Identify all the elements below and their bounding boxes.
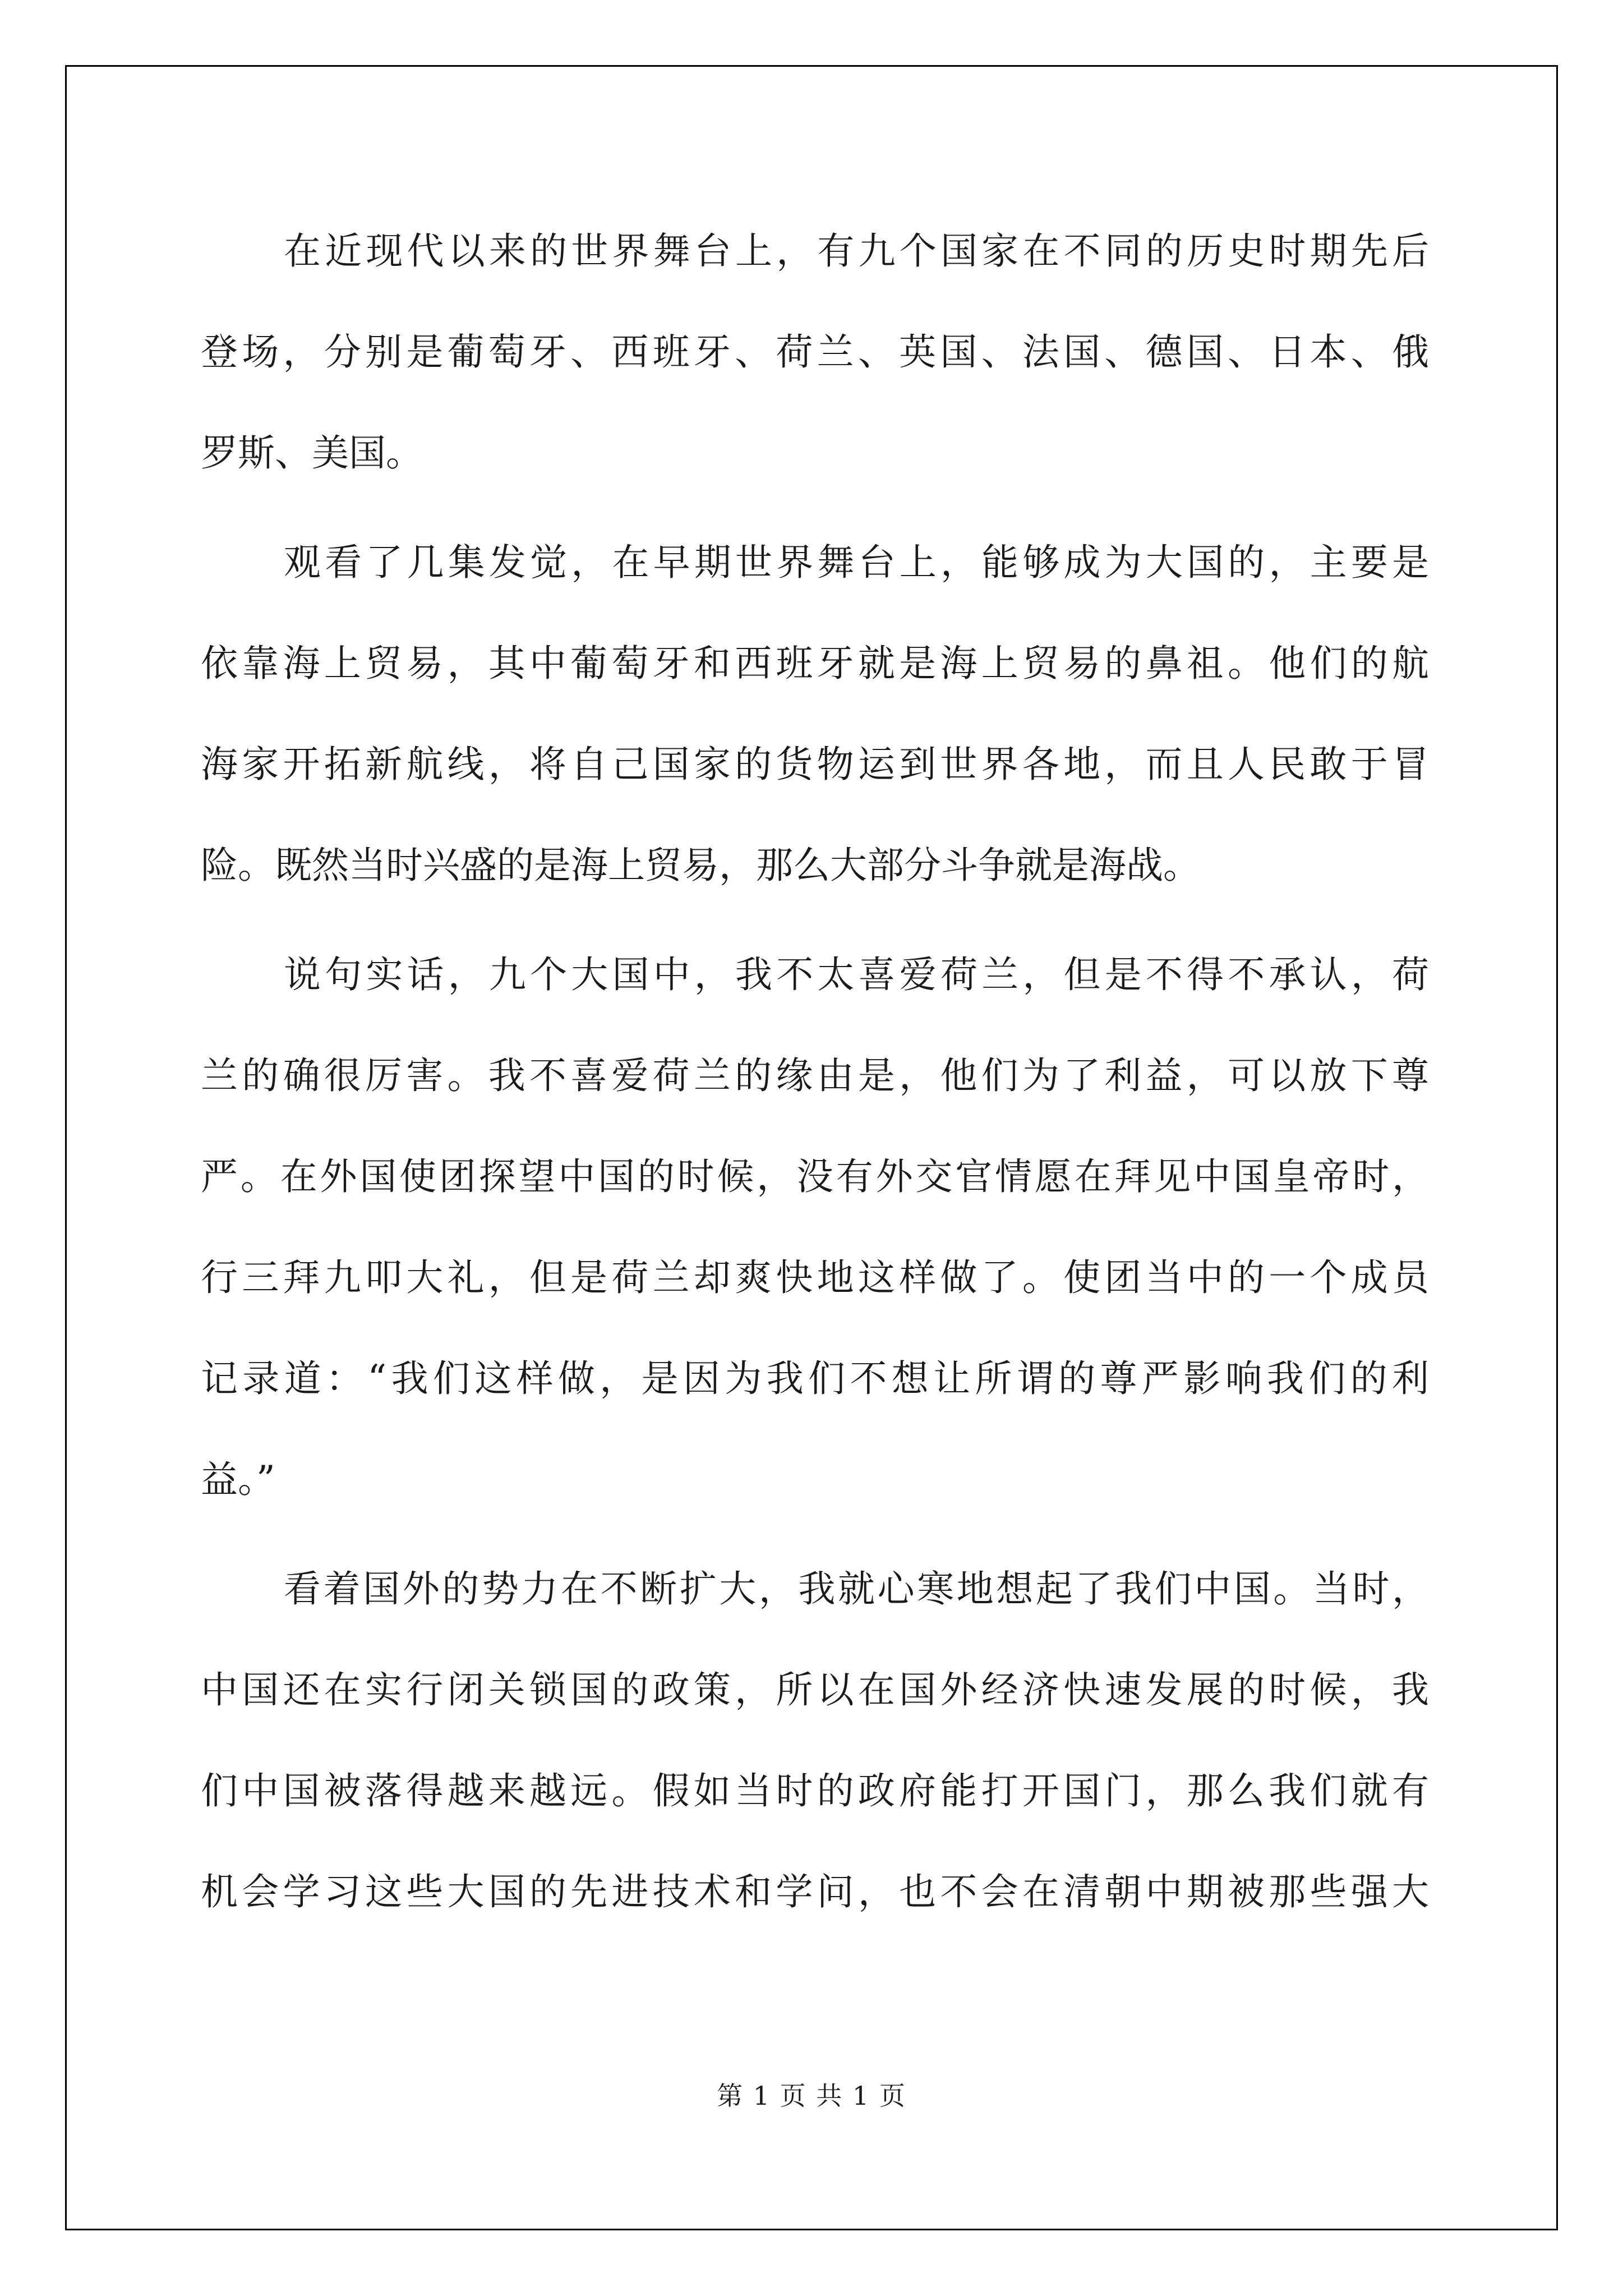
text-line: 险。既然当时兴盛的是海上贸易，那么大部分斗争就是海战。 (201, 844, 1200, 887)
text-line: 依靠海上贸易，其中葡萄牙和西班牙就是海上贸易的鼻祖。他们的航 (201, 642, 1429, 685)
text-line: 登场，分别是葡萄牙、西班牙、荷兰、英国、法国、德国、日本、俄 (201, 330, 1429, 374)
text-line: 看着国外的势力在不断扩大，我就心寒地想起了我们中国。当时， (284, 1567, 1429, 1611)
text-line: 行三拜九叩大礼，但是荷兰却爽快地这样做了。使团当中的一个成员 (201, 1256, 1429, 1299)
text-line: 严。在外国使团探望中国的时候，没有外交官情愿在拜见中国皇帝时， (201, 1155, 1429, 1198)
text-line: 在近现代以来的世界舞台上，有九个国家在不同的历史时期先后 (284, 229, 1429, 273)
text-line: 们中国被落得越来越远。假如当时的政府能打开国门，那么我们就有 (201, 1769, 1429, 1812)
text-line: 说句实话，九个大国中，我不太喜爱荷兰，但是不得不承认，荷 (284, 953, 1429, 996)
text-line: 益。” (201, 1458, 275, 1501)
page-number: 第 1 页 共 1 页 (717, 2081, 906, 2111)
text-line: 兰的确很厉害。我不喜爱荷兰的缘由是，他们为了利益，可以放下尊 (201, 1054, 1429, 1097)
text-line: 罗斯、美国。 (201, 431, 423, 475)
text-line: 记录道：“我们这样做，是因为我们不想让所谓的尊严影响我们的利 (201, 1357, 1429, 1400)
text-line: 中国还在实行闭关锁国的政策，所以在国外经济快速发展的时候，我 (201, 1668, 1429, 1711)
text-line: 机会学习这些大国的先进技术和学问，也不会在清朝中期被那些强大 (201, 1870, 1429, 1913)
text-line: 观看了几集发觉，在早期世界舞台上，能够成为大国的，主要是 (284, 541, 1429, 584)
text-line: 海家开拓新航线，将自己国家的货物运到世界各地，而且人民敢于冒 (201, 743, 1429, 786)
